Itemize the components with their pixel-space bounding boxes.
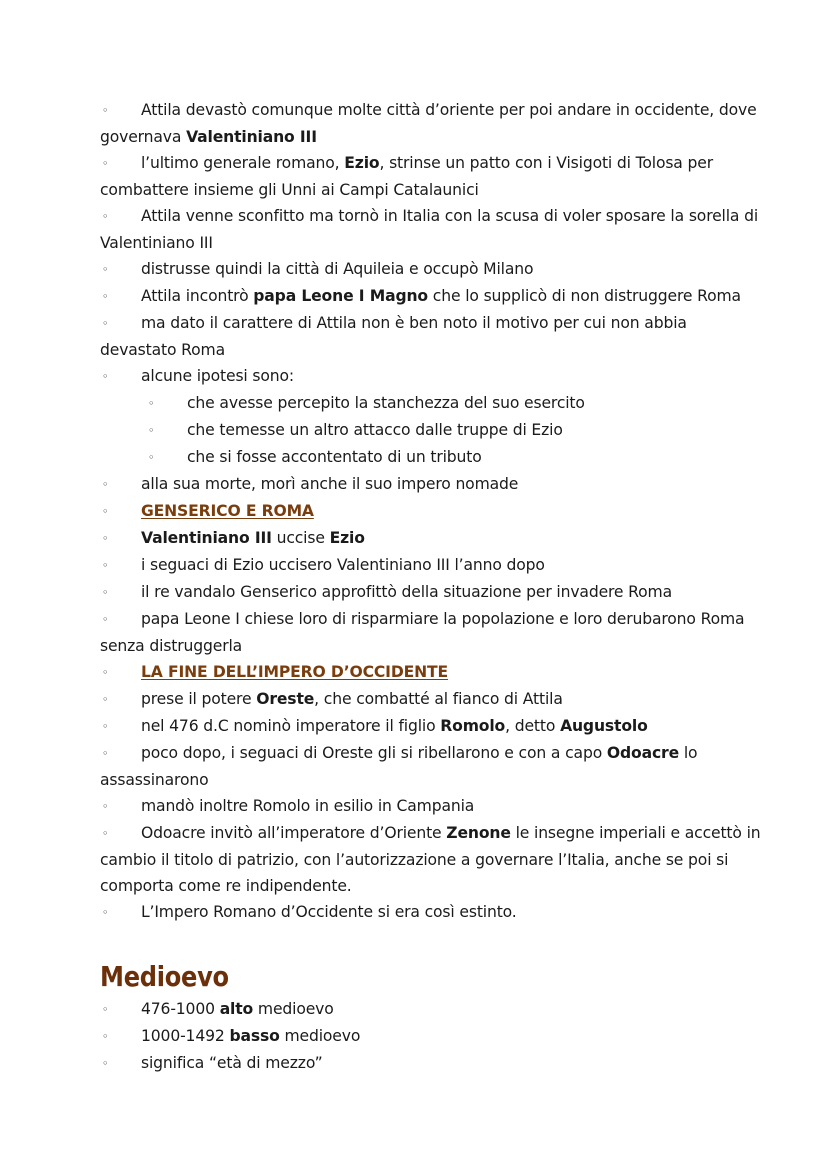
list-item: ◦ alcune ipotesi sono: (100, 363, 762, 390)
section-link-genserico[interactable]: GENSERICO E ROMA (141, 502, 314, 520)
list-item: ◦ ma dato il carattere di Attila non è ben noto il motivo per cui non abbia devastato Roma (100, 310, 762, 363)
list-item: ◦ significa “età di mezzo” (100, 1050, 762, 1077)
document-content (100, 97, 762, 1077)
list-item: ◦ alla sua morte, morì anche il suo impero nomade (100, 471, 762, 498)
bullet-icon: ◦ (102, 1030, 109, 1043)
list-item: ◦ Attila venne sconfitto ma tornò in Italia con la scusa di voler sposare la sorella di Valentiniano III (100, 203, 762, 256)
list-item: ◦ distrusse quindi la città di Aquileia e occupò Milano (100, 256, 762, 283)
sub-list-item: ◦ che si fosse accontentato di un tributo (100, 444, 762, 471)
bullet-icon: ◦ (102, 1057, 109, 1070)
list-item: ◦ Attila devastò comunque molte città d’oriente per poi andare in occidente, dove governava Valentiniano III (100, 97, 762, 150)
bullet-icon: ◦ (102, 559, 109, 572)
bullet-icon: ◦ (102, 478, 109, 491)
bullet-icon: ◦ (102, 104, 109, 117)
section-link-fine-impero[interactable]: LA FINE DELL’IMPERO D’OCCIDENTE (141, 663, 449, 681)
bullet-icon: ◦ (102, 157, 109, 170)
list-item: ◦ nel 476 d.C nominò imperatore il figlio Romolo, detto Augustolo (100, 713, 762, 740)
list-item: ◦ L’Impero Romano d’Occidente si era così estinto. (100, 899, 762, 926)
bullet-icon: ◦ (102, 370, 109, 383)
bullet-icon: ◦ (102, 906, 109, 919)
bullet-icon: ◦ (102, 505, 109, 518)
bullet-icon: ◦ (102, 532, 109, 545)
list-item: ◦ poco dopo, i seguaci di Oreste gli si ribellarono e con a capo Odoacre lo assassinarono (100, 740, 762, 793)
list-item (100, 659, 762, 686)
bullet-icon: ◦ (102, 666, 109, 679)
bullet-icon: ◦ (102, 317, 109, 330)
list-item: ◦ Valentiniano III uccise Ezio (100, 525, 762, 552)
bullet-icon: ◦ (148, 451, 155, 464)
list-item: ◦ l’ultimo generale romano, Ezio, strinse un patto con i Visigoti di Tolosa per combattere insieme gli Unni ai Campi Catalaunici (100, 150, 762, 203)
list-item: ◦ i seguaci di Ezio uccisero Valentiniano III l’anno dopo (100, 552, 762, 579)
bullet-icon: ◦ (102, 720, 109, 733)
bullet-icon: ◦ (102, 1003, 109, 1016)
list-item: ◦ Odoacre invitò all’imperatore d’Oriente Zenone le insegne imperiali e accettò in cambio il titolo di patrizio, con l’autorizzazione a governare l’Italia, anche se poi si comporta come re indipendente. (100, 820, 762, 899)
list-item: ◦ mandò inoltre Romolo in esilio in Campania (100, 793, 762, 820)
bullet-icon: ◦ (102, 827, 109, 840)
list-item: ◦ papa Leone I chiese loro di risparmiare la popolazione e loro derubarono Roma senza distruggerla (100, 606, 762, 659)
bullet-icon: ◦ (102, 263, 109, 276)
list-item: ◦ prese il potere Oreste, che combatté al fianco di Attila (100, 686, 762, 713)
bullet-icon: ◦ (102, 613, 109, 626)
list-item: ◦ il re vandalo Genserico approfittò della situazione per invadere Roma (100, 579, 762, 606)
bullet-icon: ◦ (102, 747, 109, 760)
list-item: ◦ Attila incontrò papa Leone I Magno che lo supplicò di non distruggere Roma (100, 283, 762, 310)
sub-list-item: ◦ che temesse un altro attacco dalle truppe di Ezio (100, 417, 762, 444)
bullet-icon: ◦ (148, 424, 155, 437)
list-item (100, 498, 762, 525)
bullet-icon: ◦ (102, 800, 109, 813)
list-item: ◦ 1000-1492 basso medioevo (100, 1023, 762, 1050)
bullet-icon: ◦ (102, 290, 109, 303)
bullet-icon: ◦ (148, 397, 155, 410)
bullet-icon: ◦ (102, 693, 109, 706)
section-heading: Medioevo (100, 960, 229, 993)
bullet-icon: ◦ (102, 586, 109, 599)
bullet-icon: ◦ (102, 210, 109, 223)
list-item: ◦ 476-1000 alto medioevo (100, 996, 762, 1023)
sub-list-item: ◦ che avesse percepito la stanchezza del suo esercito (100, 390, 762, 417)
